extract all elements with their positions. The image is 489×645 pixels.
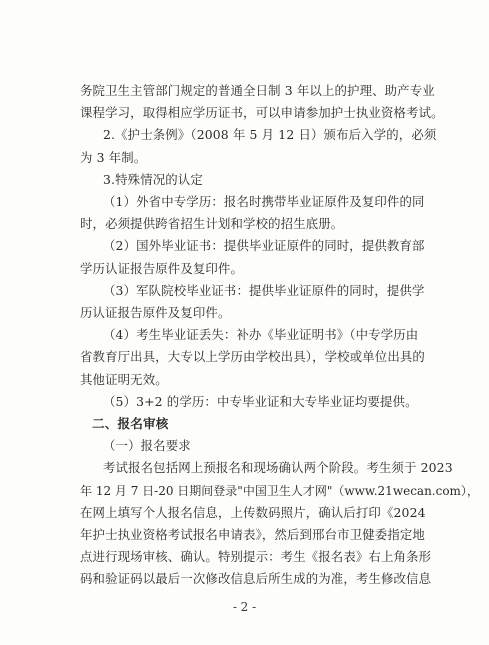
text-line: 在网上填写个人报名信息，上传数码照片，确认后打印《2024 (80, 504, 426, 520)
text-line: 码和验证码以最后一次修改信息后所生成的为准，考生修改信息 (80, 571, 432, 587)
text-line: 年 12 月 7 日-20 日期间登录"中国卫生人才网"（www.21wecan.com）， (80, 483, 479, 498)
text-line: （3）军队院校毕业证书：提供毕业证原件的同时，提供学 (103, 282, 425, 298)
text-line: 2.《护士条例》（2008 年 5 月 12 日）颁布后入学的，必须 (103, 127, 437, 143)
text-line: 省教育厅出具，大专以上学历由学校出具），学校或单位出具的 (80, 349, 425, 365)
text-line: 时，必须提供跨省招生计划和学校的招生底册。 (80, 216, 344, 232)
page-number: - 2 - (232, 600, 257, 614)
section-subheading: 3.特殊情况的认定 (103, 171, 203, 187)
text-line: 考试报名包括网上预报名和现场确认两个阶段。考生须于 2023 (103, 460, 453, 476)
text-line: （5）3+2 的学历：中专毕业证和大专毕业证均要提供。 (103, 393, 418, 409)
text-line: 务院卫生主管部门规定的普通全日制 3 年以上的护理、助产专业 (80, 83, 435, 98)
section-subheading: （一）报名要求 (103, 438, 191, 454)
text-line: 其他证明无效。 (80, 371, 168, 387)
text-line: （1）外省中专学历：报名时携带毕业证原件及复印件的同 (103, 194, 425, 209)
text-line: 课程学习，取得相应学历证书，可以申请参加护士执业资格考试。 (80, 105, 444, 121)
text-line: （2）国外毕业证书：提供毕业证原件的同时，提供教育部 (103, 238, 425, 254)
text-line: 年护士执业资格考试报名申请表》，然后到邢台市卫健委指定地 (80, 527, 425, 542)
text-line: 学历认证报告原件及复印件。 (80, 260, 244, 276)
text-line: 点进行现场审核、确认。特别提示：考生《报名表》右上角条形 (80, 549, 432, 565)
section-heading: 二、报名审核 (92, 416, 169, 431)
text-line: 历认证报告原件及复印件。 (80, 305, 231, 320)
text-line: （4）考生毕业证丢失：补办《毕业证明书》（中专学历由 (103, 327, 419, 343)
text-line: 为 3 年制。 (80, 149, 147, 165)
